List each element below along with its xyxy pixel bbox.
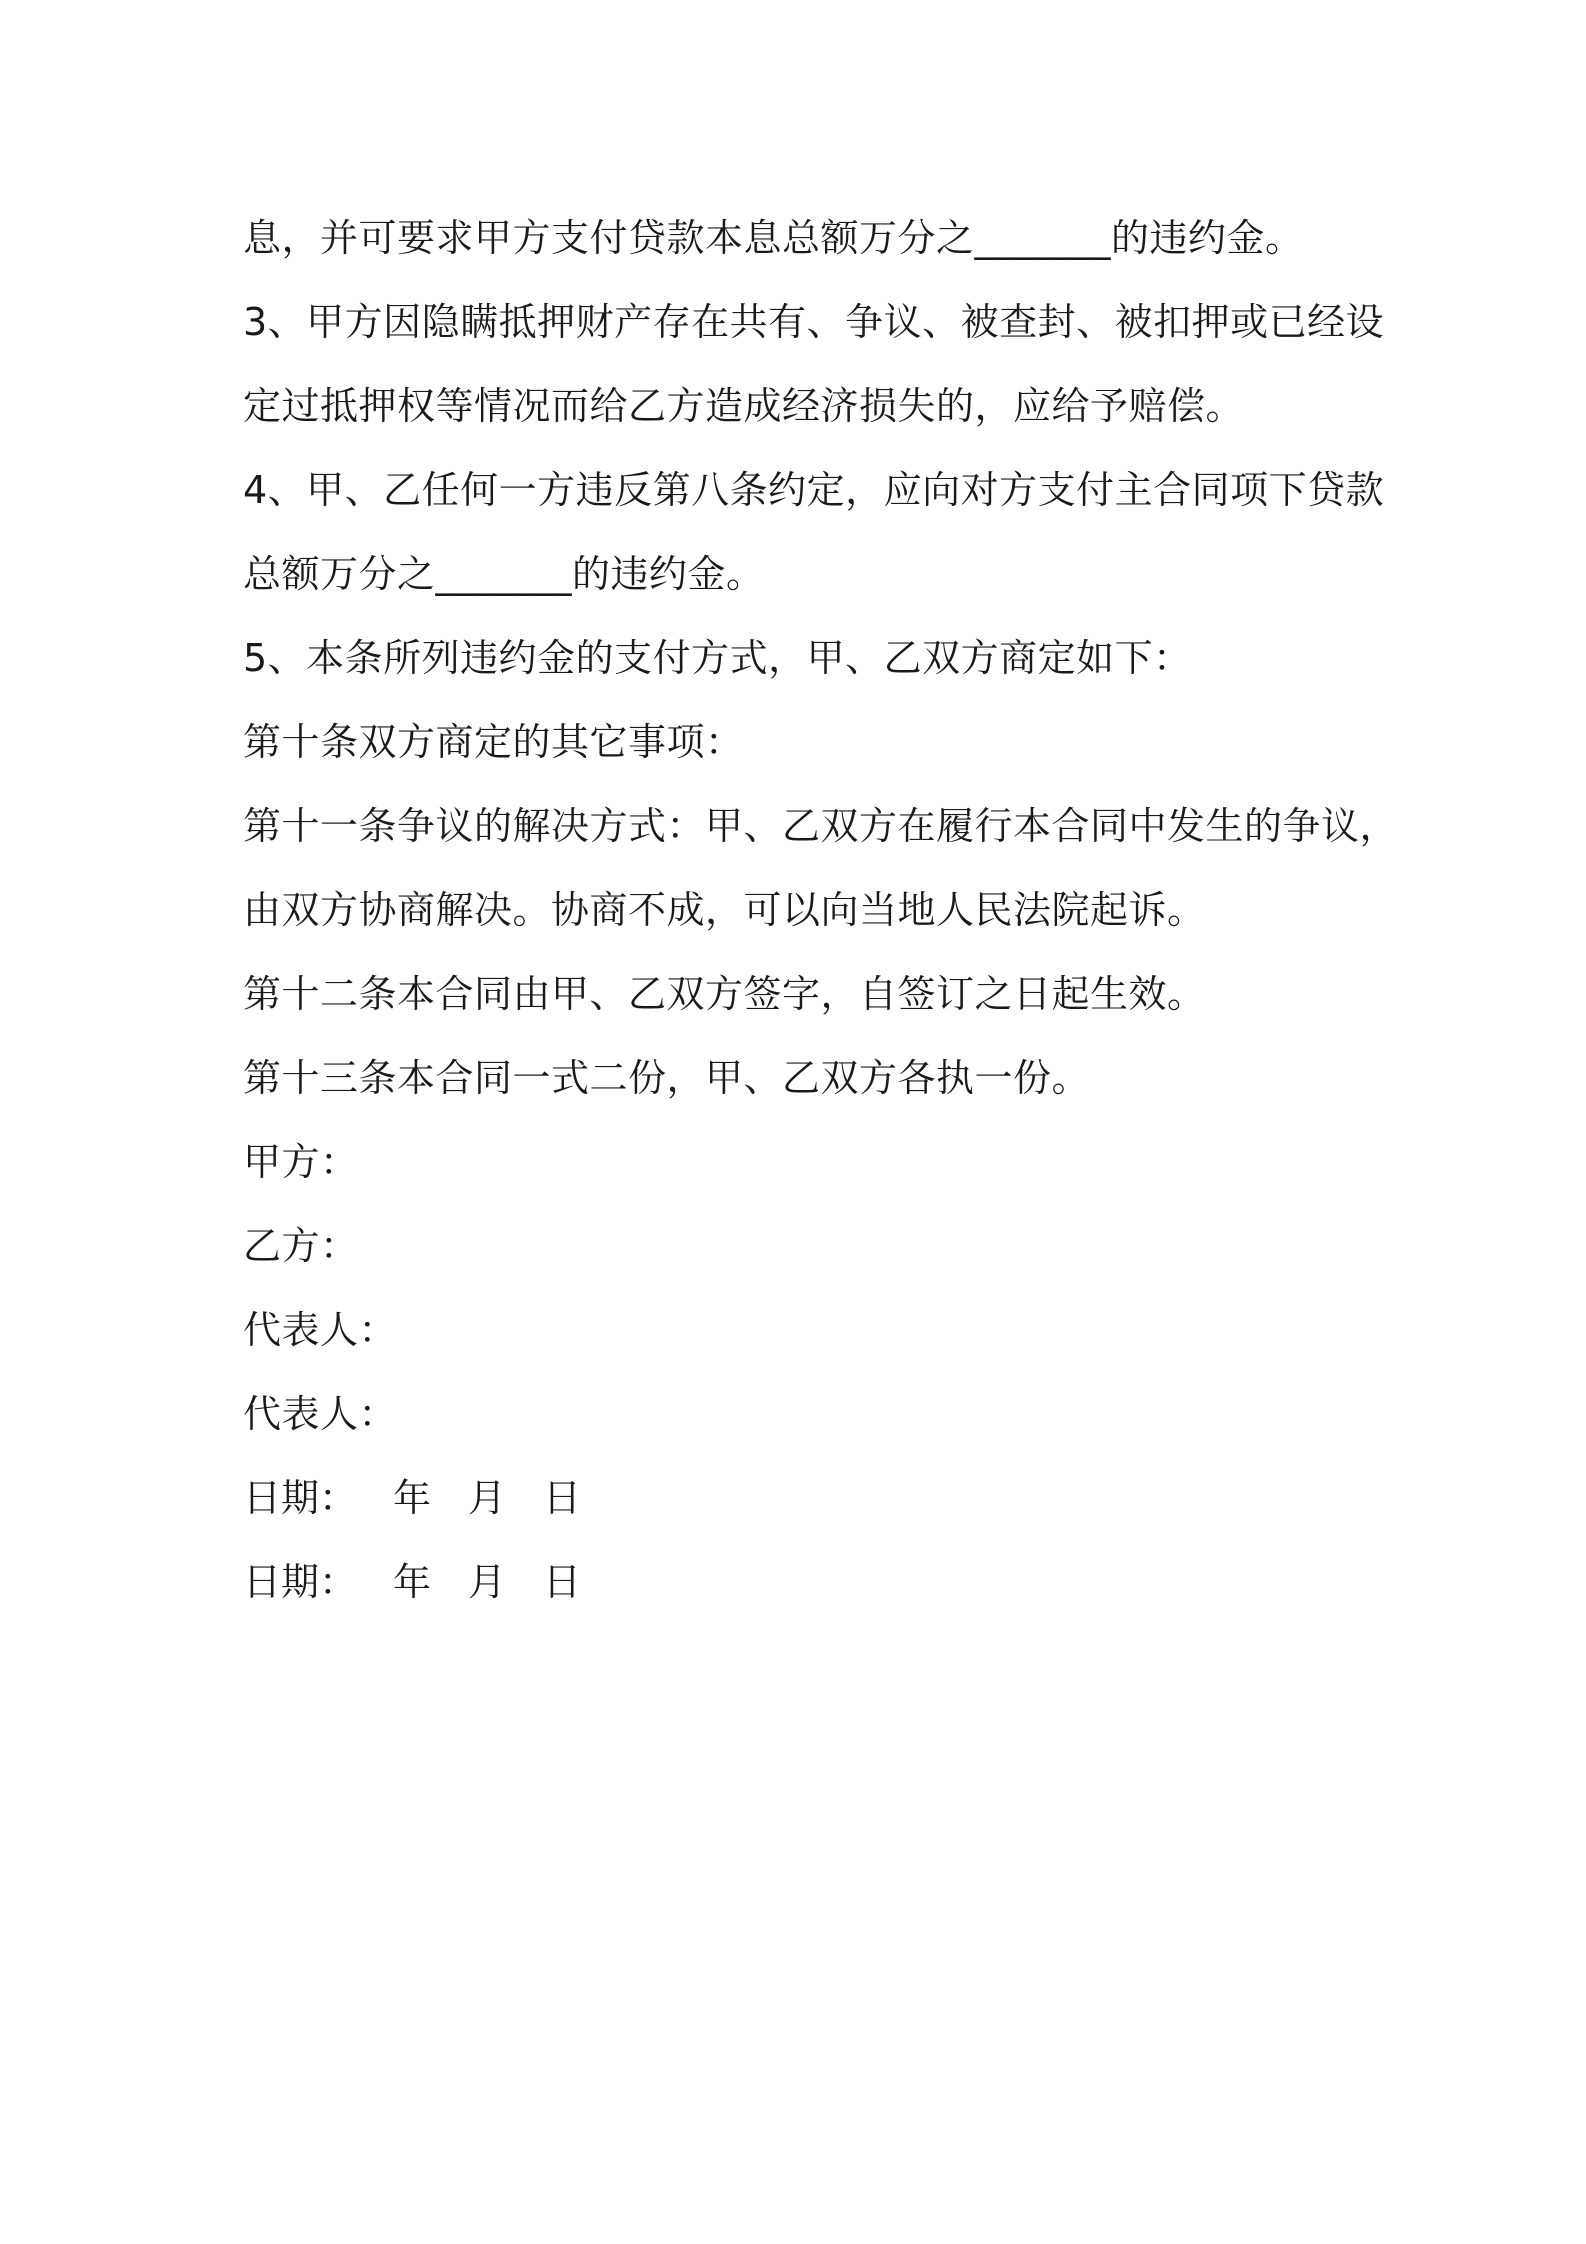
date-label: 日期： [243,1476,358,1520]
paragraph-line-1: 息，并可要求甲方支付贷款本息总额万分之_______的违约金。 [243,216,1304,260]
clause-4-line-2: 总额万分之_______的违约金。 [243,552,765,596]
date-day: 日 [543,1476,582,1520]
document-body [243,196,1399,1624]
party-a-signature: 甲方： [243,1140,359,1184]
date-label: 日期： [243,1560,358,1604]
date-month: 月 [468,1476,507,1520]
party-b-signature: 乙方： [243,1224,359,1268]
article-11-line-1: 第十一条争议的解决方式：甲、乙双方在履行本合同中发生的争议， [243,804,1399,848]
clause-5-line: 5、本条所列违约金的支付方式，甲、乙双方商定如下： [243,636,1192,680]
representative-b-signature: 代表人： [243,1392,398,1436]
article-11-line-2: 由双方协商解决。协商不成，可以向当地人民法院起诉。 [243,888,1206,932]
clause-3-line-2: 定过抵押权等情况而给乙方造成经济损失的，应给予赔偿。 [243,384,1245,428]
date-line-b [243,1540,1363,1624]
date-month: 月 [468,1560,507,1604]
clause-4-line-1: 4、甲、乙任何一方违反第八条约定，应向对方支付主合同项下贷款 [243,468,1385,512]
date-day: 日 [543,1560,582,1604]
article-13-line: 第十三条本合同一式二份，甲、乙双方各执一份。 [243,1056,1091,1100]
clause-3-line-1: 3、甲方因隐瞒抵押财产存在共有、争议、被查封、被扣押或已经设 [243,300,1385,344]
date-line-a [243,1456,1363,1540]
date-year: 年 [393,1476,432,1520]
article-10-line: 第十条双方商定的其它事项： [243,720,744,764]
article-12-line: 第十二条本合同由甲、乙双方签字，自签订之日起生效。 [243,972,1206,1016]
representative-a-signature: 代表人： [243,1308,398,1352]
date-year: 年 [393,1560,432,1604]
